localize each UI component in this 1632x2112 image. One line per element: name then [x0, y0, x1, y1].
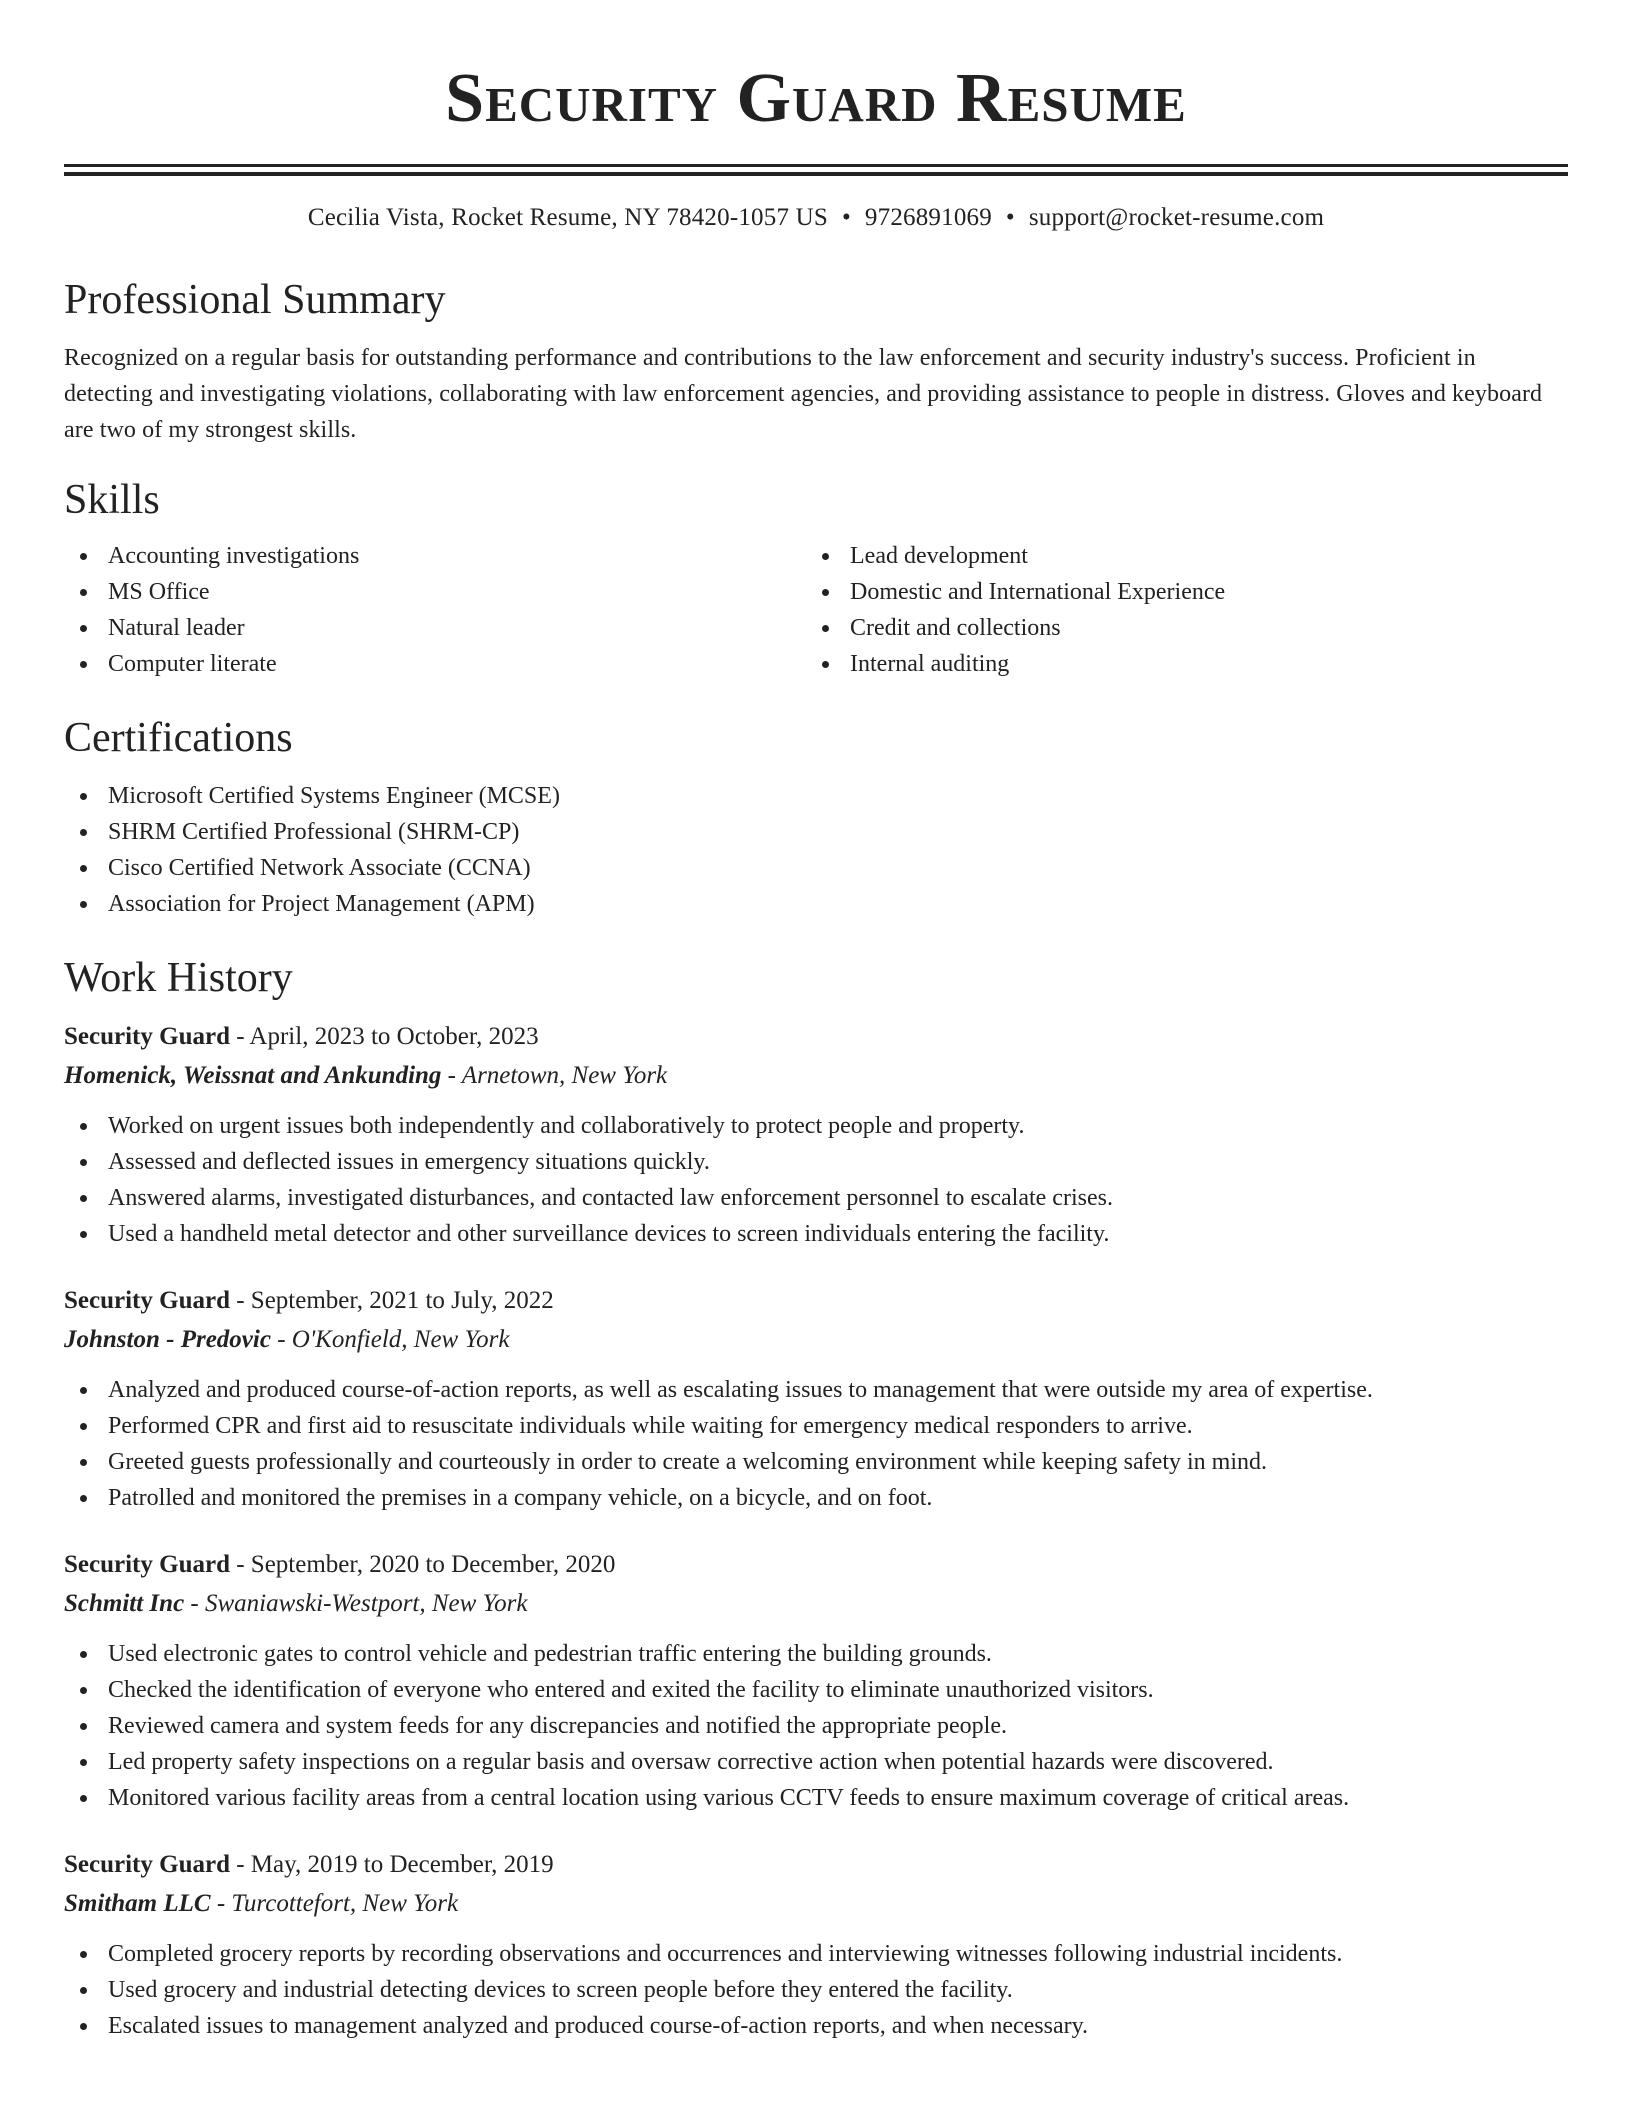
- job-location: Swaniawski-Westport, New York: [205, 1590, 528, 1617]
- title-divider-top: [64, 164, 1568, 167]
- skill-item: Credit and collections: [806, 610, 1548, 646]
- skill-item: Natural leader: [64, 610, 806, 646]
- job-bullet: Used a handheld metal detector and other surveillance devices to screen individuals entering the facility.: [64, 1216, 1568, 1252]
- job-company: Homenick, Weissnat and Ankunding: [64, 1062, 442, 1089]
- dash: -: [270, 1326, 292, 1353]
- job-dates: September, 2020 to December, 2020: [250, 1551, 616, 1578]
- dash: -: [184, 1590, 205, 1617]
- dash: -: [210, 1890, 232, 1917]
- skill-item: Accounting investigations: [64, 538, 806, 574]
- skills-grid: [64, 538, 1568, 682]
- job-dates: April, 2023 to October, 2023: [249, 1023, 539, 1050]
- job-header: [64, 1282, 1568, 1320]
- skill-item: Lead development: [806, 538, 1548, 574]
- skill-item: Computer literate: [64, 646, 806, 682]
- certification-item: Microsoft Certified Systems Engineer (MCSE): [64, 778, 1568, 814]
- title-divider-bottom: [64, 172, 1568, 176]
- summary-text: Recognized on a regular basis for outstanding performance and contributions to the law enforcement and security industry's success. Proficient in detecting and investigating violations, collaborating with law enforcement agencies, and providing assistance to people in distress. Gloves and keyboard are two of my strongest skills.: [64, 345, 1543, 443]
- job-bullet: Led property safety inspections on a regular basis and oversaw corrective action when potential hazards were discovered.: [64, 1744, 1568, 1780]
- job-bullet: Patrolled and monitored the premises in a company vehicle, on a bicycle, and on foot.: [64, 1480, 1568, 1516]
- contact-separator: •: [841, 204, 851, 231]
- job-dates: May, 2019 to December, 2019: [250, 1851, 554, 1878]
- job-company: Johnston - Predovic: [64, 1326, 271, 1353]
- job-entry: [64, 1282, 1568, 1516]
- job-company-line: [64, 1584, 1568, 1624]
- job-bullet: Worked on urgent issues both independently and collaboratively to protect people and property.: [64, 1108, 1568, 1144]
- certification-item: SHRM Certified Professional (SHRM-CP): [64, 814, 1568, 850]
- job-company: Schmitt Inc: [64, 1590, 185, 1617]
- job-role: Security Guard: [64, 1551, 230, 1578]
- job-bullets: [64, 1108, 1568, 1252]
- job-bullet: Monitored various facility areas from a central location using various CCTV feeds to ensure maximum coverage of critical areas.: [64, 1780, 1568, 1816]
- job-bullet: Checked the identification of everyone who entered and exited the facility to eliminate unauthorized visitors.: [64, 1672, 1568, 1708]
- job-role: Security Guard: [64, 1023, 230, 1050]
- job-bullets: [64, 1636, 1568, 1816]
- job-company-line: [64, 1320, 1568, 1360]
- resume-page: [64, 0, 1568, 2044]
- dash: -: [229, 1287, 251, 1314]
- job-bullet: Completed grocery reports by recording observations and occurrences and interviewing witnesses following industrial incidents.: [64, 1936, 1568, 1972]
- job-company: Smitham LLC: [64, 1890, 211, 1917]
- job-header: [64, 1846, 1568, 1884]
- contact-address: Cecilia Vista, Rocket Resume, NY 78420-1057 US: [307, 204, 828, 231]
- job-location: O'Konfield, New York: [291, 1326, 510, 1353]
- job-header: [64, 1546, 1568, 1584]
- contact-separator: •: [1005, 204, 1015, 231]
- skill-item: MS Office: [64, 574, 806, 610]
- job-header: [64, 1018, 1568, 1056]
- job-location: Turcottefort, New York: [231, 1890, 459, 1917]
- job-bullet: Used electronic gates to control vehicle and pedestrian traffic entering the building grounds.: [64, 1636, 1568, 1672]
- resume-title: Security Guard Resume: [445, 60, 1187, 137]
- job-location: Arnetown, New York: [461, 1062, 668, 1089]
- job-entry: [64, 1846, 1568, 2044]
- dash: -: [229, 1551, 251, 1578]
- skills-list-right: [806, 538, 1548, 682]
- job-role: Security Guard: [64, 1287, 230, 1314]
- job-entry: [64, 1546, 1568, 1816]
- contact-line: [64, 202, 1568, 234]
- dash: -: [441, 1062, 462, 1089]
- job-bullet: Answered alarms, investigated disturbances, and contacted law enforcement personnel to escalate crises.: [64, 1180, 1568, 1216]
- job-role: Security Guard: [64, 1851, 230, 1878]
- job-bullet: Analyzed and produced course-of-action reports, as well as escalating issues to management that were outside my area of expertise.: [64, 1372, 1568, 1408]
- job-dates: September, 2021 to July, 2022: [250, 1287, 554, 1314]
- contact-phone: 9726891069: [864, 204, 992, 231]
- job-company-line: [64, 1056, 1568, 1096]
- work-history-heading: Work History: [64, 955, 293, 1001]
- dash: -: [229, 1023, 250, 1050]
- job-entry: [64, 1018, 1568, 1252]
- skills-list-left: [64, 538, 806, 682]
- job-bullet: Performed CPR and first aid to resuscitate individuals while waiting for emergency medical responders to arrive.: [64, 1408, 1568, 1444]
- job-bullet: Assessed and deflected issues in emergency situations quickly.: [64, 1144, 1568, 1180]
- job-bullets: [64, 1372, 1568, 1516]
- job-bullet: Greeted guests professionally and courteously in order to create a welcoming environment while keeping safety in mind.: [64, 1444, 1568, 1480]
- contact-email: support@rocket-resume.com: [1028, 204, 1325, 231]
- certification-item: Association for Project Management (APM): [64, 886, 1568, 922]
- job-bullet: Escalated issues to management analyzed and produced course-of-action reports, and when necessary.: [64, 2008, 1568, 2044]
- skills-heading: Skills: [64, 477, 160, 523]
- job-bullets: [64, 1936, 1568, 2044]
- certifications-heading: Certifications: [64, 715, 293, 761]
- summary-heading: Professional Summary: [64, 277, 446, 323]
- skill-item: Domestic and International Experience: [806, 574, 1548, 610]
- job-bullet: Reviewed camera and system feeds for any discrepancies and notified the appropriate people.: [64, 1708, 1568, 1744]
- job-bullet: Used grocery and industrial detecting devices to screen people before they entered the facility.: [64, 1972, 1568, 2008]
- certification-item: Cisco Certified Network Associate (CCNA): [64, 850, 1568, 886]
- certifications-list: [64, 778, 1568, 922]
- skill-item: Internal auditing: [806, 646, 1548, 682]
- dash: -: [229, 1851, 251, 1878]
- job-company-line: [64, 1884, 1568, 1924]
